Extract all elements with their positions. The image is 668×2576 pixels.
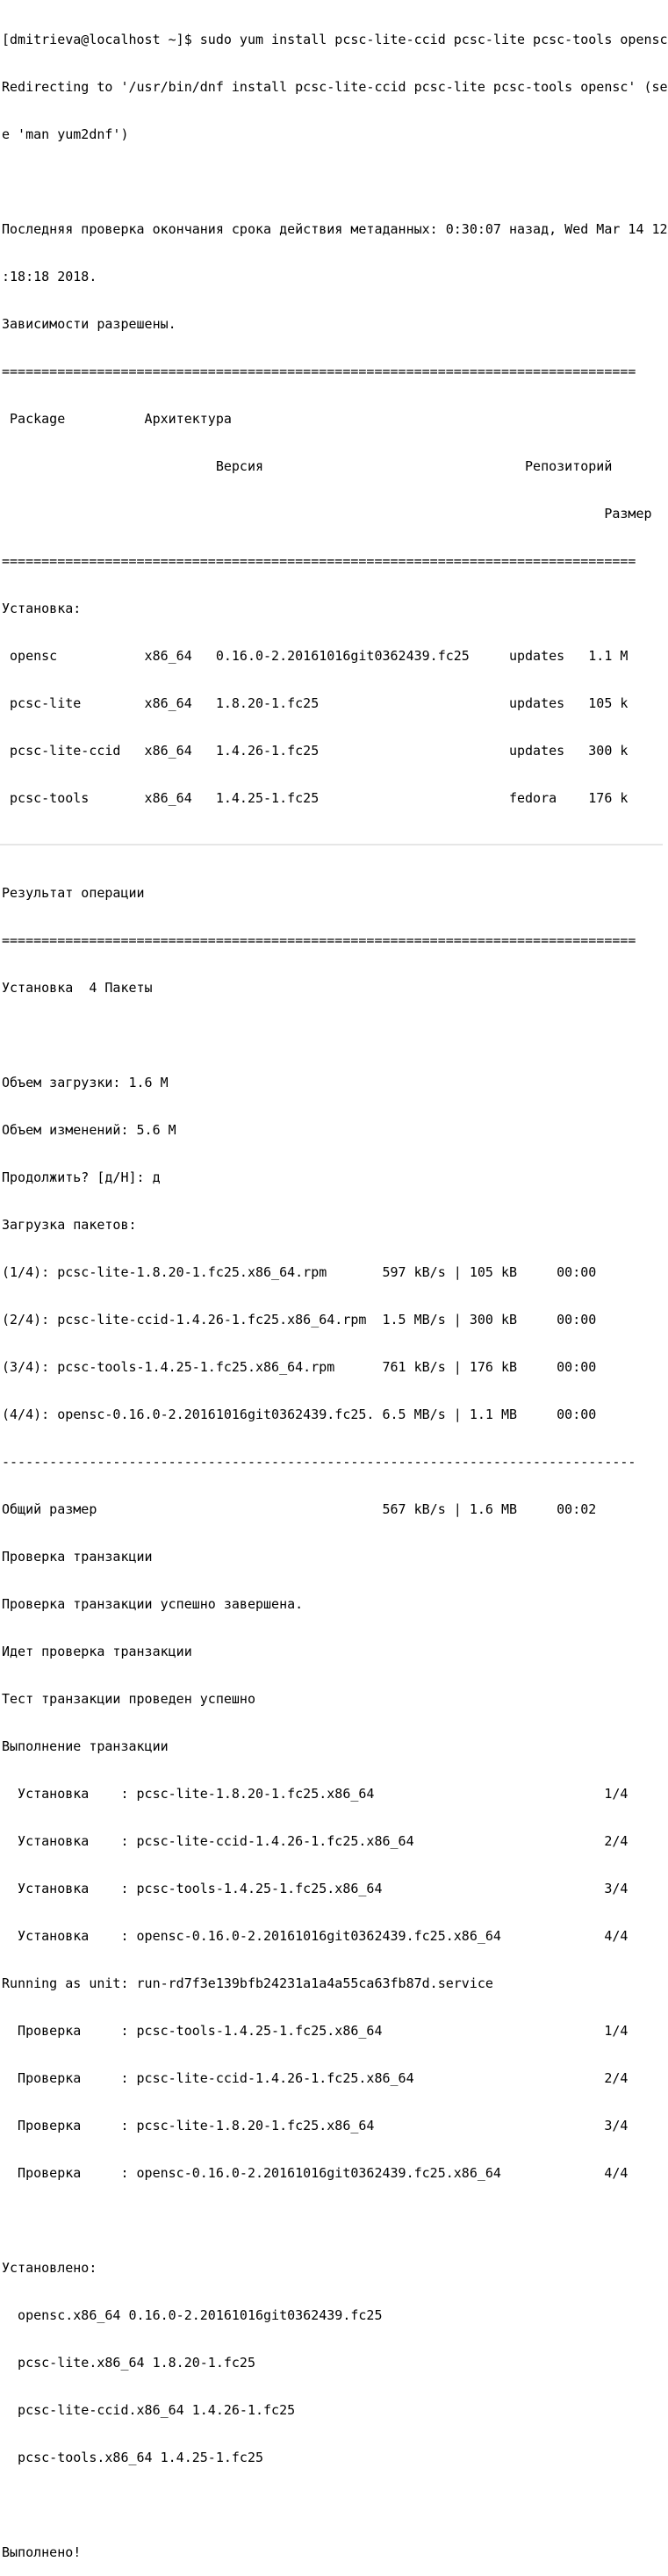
blank-line <box>2 2497 663 2513</box>
operation-summary-title: Результат операции <box>2 885 145 901</box>
install-step-4: Установка : opensc-0.16.0-2.20161016git0362439.fc25.x86_64 4/4 <box>2 1928 628 1944</box>
continue-prompt: Продолжить? [д/Н]: д <box>2 1169 161 1185</box>
total-size: Общий размер 567 kB/s | 1.6 MB 00:02 <box>2 1501 597 1517</box>
separator-line: ================================================================================ <box>2 363 636 379</box>
metadata-check-message-continuation: :18:18 2018. <box>2 269 97 284</box>
complete-message: Выполнено! <box>2 2544 82 2560</box>
separator-line: ================================================================================ <box>2 932 636 948</box>
separator-line: ================================================================================ <box>2 553 636 569</box>
download-row-1: (1/4): pcsc-lite-1.8.20-1.fc25.x86_64.rpm 597 kB/s | 105 kB 00:00 <box>2 1264 597 1280</box>
blank-line <box>2 838 663 853</box>
installed-item-pcsc-tools: pcsc-tools.x86_64 1.4.25-1.fc25 <box>2 2450 264 2465</box>
blank-line <box>2 2213 663 2228</box>
redirect-message-continuation: e 'man yum2dnf') <box>2 126 129 142</box>
running-as-unit: Running as unit: run-rd7f3e139bfb24231a1a4a55ca63fb87d.service <box>2 1975 493 1991</box>
transaction-check-success: Проверка транзакции успешно завершена. <box>2 1596 304 1612</box>
dashed-separator: -------------------------------------------------------------------------------- <box>2 1454 636 1470</box>
downloading-packages: Загрузка пакетов: <box>2 1217 137 1233</box>
package-row-pcsc-lite-ccid: pcsc-lite-ccid x86_64 1.4.26-1.fc25 updates 300 k <box>2 743 628 759</box>
verify-step-2: Проверка : pcsc-lite-ccid-1.4.26-1.fc25.x86_64 2/4 <box>2 2070 628 2086</box>
transaction-check: Проверка транзакции <box>2 1549 153 1565</box>
verify-step-4: Проверка : opensc-0.16.0-2.20161016git0362439.fc25.x86_64 4/4 <box>2 2165 628 2181</box>
verify-step-3: Проверка : pcsc-lite-1.8.20-1.fc25.x86_64 3/4 <box>2 2118 628 2133</box>
download-size: Объем загрузки: 1.6 M <box>2 1075 169 1090</box>
dependencies-resolved: Зависимости разрешены. <box>2 316 176 332</box>
install-step-3: Установка : pcsc-tools-1.4.25-1.fc25.x86_64 3/4 <box>2 1881 628 1896</box>
command-line[interactable]: [dmitrieva@localhost ~]$ sudo yum install pcsc-lite-ccid pcsc-lite pcsc-tools opensc <box>2 32 668 47</box>
install-section-title: Установка: <box>2 601 82 616</box>
download-row-3: (3/4): pcsc-tools-1.4.25-1.fc25.x86_64.rpm 761 kB/s | 176 kB 00:00 <box>2 1359 597 1375</box>
installed-item-pcsc-lite: pcsc-lite.x86_64 1.8.20-1.fc25 <box>2 2355 255 2371</box>
installed-item-pcsc-lite-ccid: pcsc-lite-ccid.x86_64 1.4.26-1.fc25 <box>2 2402 296 2418</box>
install-step-2: Установка : pcsc-lite-ccid-1.4.26-1.fc25.x86_64 2/4 <box>2 1833 628 1849</box>
transaction-test-running: Идет проверка транзакции <box>2 1644 192 1659</box>
window-bottom-edge <box>0 844 663 845</box>
metadata-check-message: Последняя проверка окончания срока действия метаданных: 0:30:07 назад, Wed Mar 14 12 <box>2 221 668 237</box>
blank-line <box>2 1027 663 1043</box>
install-step-1: Установка : pcsc-lite-1.8.20-1.fc25.x86_64 1/4 <box>2 1786 628 1802</box>
download-row-2: (2/4): pcsc-lite-ccid-1.4.26-1.fc25.x86_64.rpm 1.5 MB/s | 300 kB 00:00 <box>2 1312 597 1328</box>
installed-section-title: Установлено: <box>2 2260 97 2276</box>
install-count: Установка 4 Пакеты <box>2 980 153 996</box>
installed-size: Объем изменений: 5.6 M <box>2 1122 176 1138</box>
installed-item-opensc: opensc.x86_64 0.16.0-2.20161016git0362439.fc25 <box>2 2307 383 2323</box>
package-row-pcsc-lite: pcsc-lite x86_64 1.8.20-1.fc25 updates 105 k <box>2 695 628 711</box>
redirect-message: Redirecting to '/usr/bin/dnf install pcsc-lite-ccid pcsc-lite pcsc-tools opensc' (se <box>2 79 668 95</box>
verify-step-1: Проверка : pcsc-tools-1.4.25-1.fc25.x86_64 1/4 <box>2 2023 628 2039</box>
transaction-test-success: Тест транзакции проведен успешно <box>2 1691 255 1707</box>
blank-line <box>2 174 663 190</box>
terminal-output[interactable] <box>2 0 668 2560</box>
table-header-size: Размер <box>2 506 652 522</box>
package-row-pcsc-tools: pcsc-tools x86_64 1.4.25-1.fc25 fedora 176 k <box>2 790 628 806</box>
package-row-opensc: opensc x86_64 0.16.0-2.20161016git0362439.fc25 updates 1.1 M <box>2 648 628 664</box>
table-header-package: Package Архитектура <box>2 411 232 427</box>
running-transaction: Выполнение транзакции <box>2 1738 169 1754</box>
download-row-4: (4/4): opensc-0.16.0-2.20161016git0362439.fc25. 6.5 MB/s | 1.1 MB 00:00 <box>2 1407 597 1422</box>
table-header-version: Версия Репозиторий <box>2 458 613 474</box>
